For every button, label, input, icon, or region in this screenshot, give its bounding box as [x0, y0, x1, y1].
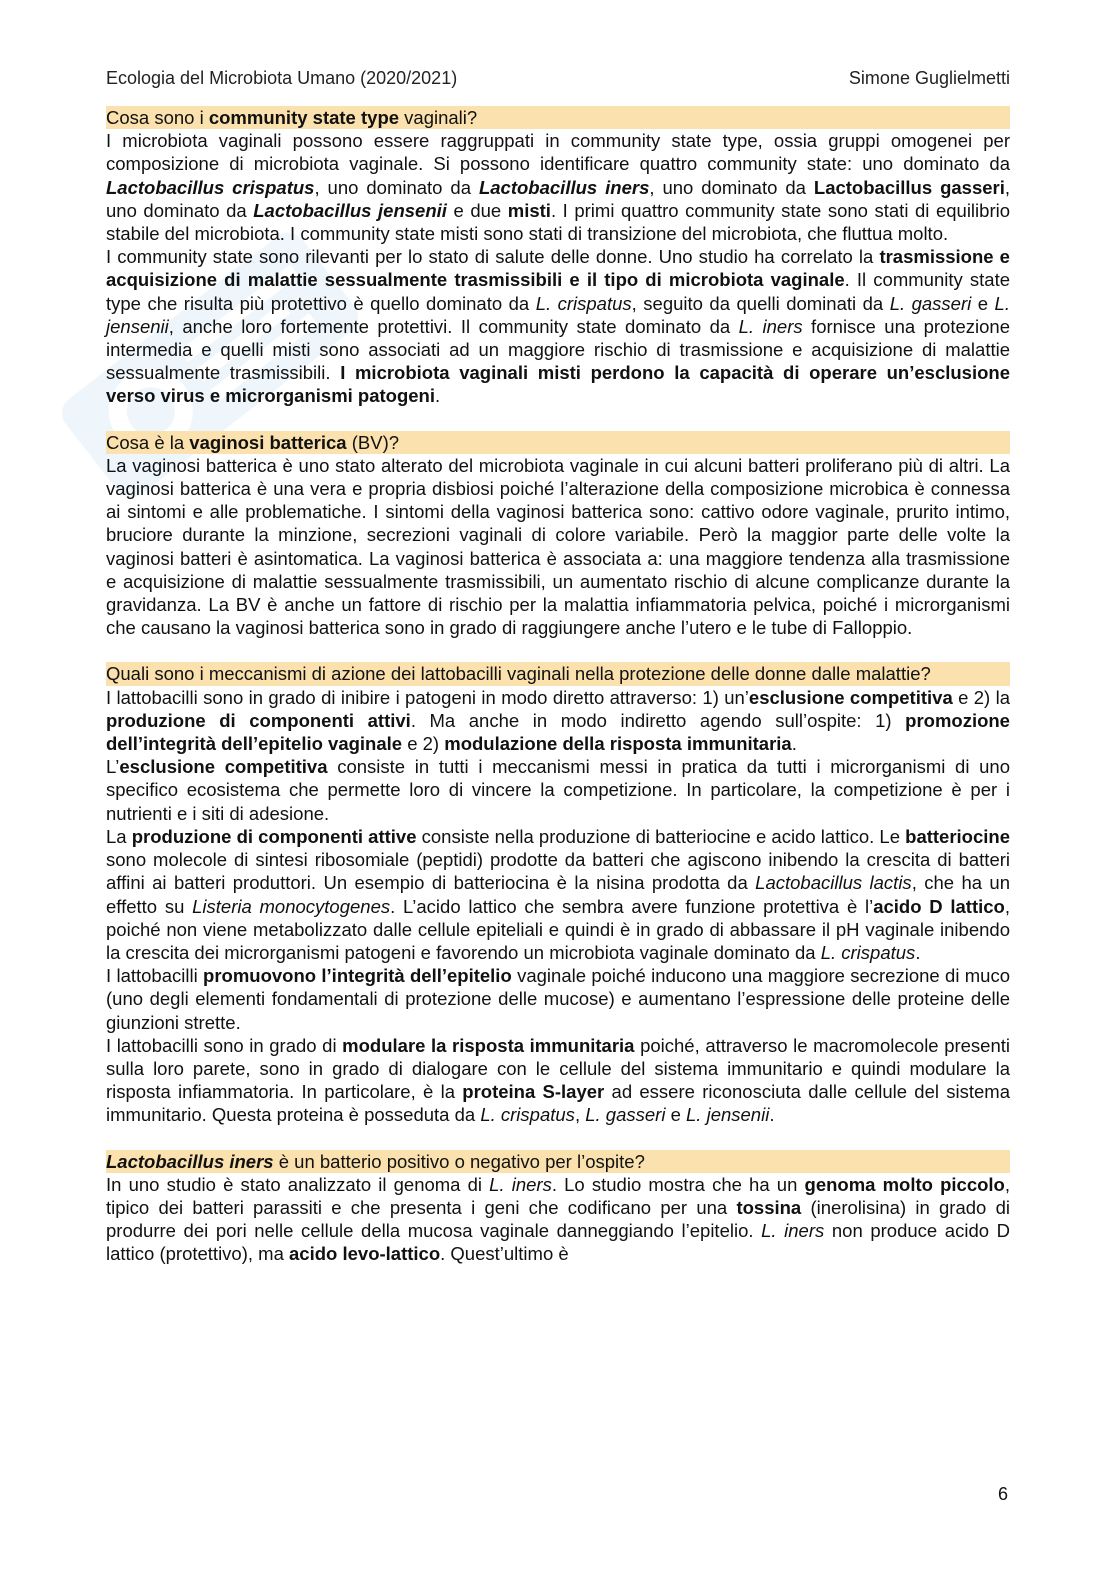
page-number: 6: [997, 1484, 1008, 1504]
bold-text: trasmissione e acquisizione di malattie sessualmente trasmissibili e il tipo di microbiota vaginale: [106, 246, 1010, 291]
bold-text: misti: [507, 199, 551, 221]
author-name: Simone Guglielmetti: [848, 68, 1010, 88]
text-run: I lattobacilli sono in grado di inibire i patogeni in modo diretto attraverso: 1) un’: [106, 686, 749, 708]
text-run: La: [106, 825, 132, 847]
bold-text: modulare la risposta immunitaria: [342, 1034, 635, 1056]
bold-text: community state type: [208, 107, 400, 128]
text-run: e: [971, 292, 995, 314]
text-run: (inerolisina) in grado di produrre dei pori nelle cellule della mucosa vaginale danneggiando l’epitelio.: [106, 1196, 1010, 1242]
text-run: poiché, attraverso le macromolecole presenti sulla loro parete, sono in grado di dialogare con le cellule del sistema immunitario e quindi modulare la risposta infiammatoria. In particolare, è la: [106, 1034, 1011, 1103]
text-run: I lattobacilli: [106, 965, 204, 987]
paragraph: [106, 686, 1010, 756]
text-run: vaginali?: [399, 107, 478, 128]
italic-text: L. crispatus: [535, 292, 632, 314]
bold-italic-text: Lactobacillus jensenii: [253, 199, 447, 221]
text-run: .: [435, 385, 441, 407]
text-run: . Quest’ultimo è: [440, 1243, 569, 1265]
section-meccanismi-lattobacilli: [106, 662, 1010, 1126]
section-question: [106, 662, 1010, 685]
bold-text: batteriocine: [905, 825, 1010, 847]
course-title: Ecologia del Microbiota Umano (2020/2021): [106, 68, 458, 88]
text-run: Quali sono i meccanismi di azione dei lattobacilli vaginali nella protezione delle donne dalle malattie?: [106, 663, 931, 685]
section-vaginosi-batterica: [106, 431, 1010, 640]
italic-text: Lactobacillus lactis: [755, 872, 912, 894]
italic-text: L. iners: [738, 315, 803, 337]
text-run: (BV)?: [346, 431, 400, 453]
bold-italic-text: Lactobacillus crispatus: [106, 176, 315, 198]
bold-text: modulazione della risposta immunitaria: [444, 733, 792, 755]
bold-italic-text: Lactobacillus iners: [106, 1150, 274, 1172]
text-run: e 2) la: [952, 686, 1010, 708]
text-run: , uno dominato da: [106, 176, 1011, 221]
text-run: , che ha un effetto su: [106, 872, 1011, 917]
text-run: , uno dominato da: [314, 176, 479, 198]
text-run: e 2): [402, 733, 445, 755]
section-question: [106, 1150, 1010, 1173]
section-lactobacillus-iners: [106, 1150, 1010, 1266]
text-run: consiste in tutti i meccanismi messi in pratica da tutti i microrganismi di uno specifico ecosistema che permette loro di vincere la competizione. In particolare, la competizione è per i nutrienti e i siti di adesione.: [106, 756, 1011, 824]
text-run: , anche loro fortemente protettivi. Il community state dominato da: [168, 315, 739, 337]
bold-text: Lactobacillus gasseri: [813, 176, 1005, 198]
bold-text: acido D lattico: [873, 895, 1005, 917]
text-run: . L’acido lattico che sembra avere funzione protettiva è l’: [390, 895, 874, 917]
text-run: . Lo studio mostra che ha un: [551, 1173, 805, 1195]
paragraph: [106, 454, 1010, 640]
page-header: [106, 68, 1010, 89]
text-run: . Ma anche in modo indiretto agendo sull’ospite: 1): [410, 709, 906, 731]
bold-text: promuovono l’integrità dell’epitelio: [203, 965, 512, 987]
text-run: , poiché non viene metabolizzato dalle cellule epiteliali e quindi è in grado di abbassare il pH vaginale inibendo la crescita dei microrganismi patogeni e favorendo un microbiota vaginale dominato da: [106, 895, 1010, 963]
paragraph: [106, 964, 1010, 1034]
paragraph: [106, 755, 1010, 825]
text-run: vaginale poiché inducono una maggiore secrezione di muco (uno degli elementi fondamentali di protezione delle mucose) e aumentano l’espressione delle proteine delle giunzioni strette.: [106, 965, 1010, 1033]
text-run: I community state sono rilevanti per lo stato di salute delle donne. Uno studio ha correlato la: [106, 246, 880, 268]
italic-text: L. gasseri: [585, 1104, 666, 1126]
paragraph: [106, 129, 1010, 245]
text-run: fornisce una protezione intermedia e quelli misti sono associati ad un maggiore rischio di trasmissione e acquisizione di malattie sessualmente trasmissibili.: [106, 315, 1010, 384]
bold-text: I microbiota vaginali misti perdono la capacità di operare un’esclusione verso virus e microrganismi patogeni: [106, 362, 1010, 407]
text-run: è un batterio positivo o negativo per l’ospite?: [273, 1150, 645, 1172]
italic-text: L. crispatus: [480, 1104, 575, 1126]
italic-text: L. jensenii: [106, 292, 1010, 337]
section-question: [106, 106, 1010, 129]
bold-text: esclusione competitiva: [748, 686, 953, 708]
text-run: non produce acido D lattico (protettivo), ma: [106, 1220, 1010, 1265]
bold-text: vaginosi batterica: [189, 431, 347, 453]
text-run: L’: [106, 756, 120, 778]
text-run: , seguito da quelli dominati da: [631, 292, 890, 314]
bold-text: proteina S-layer: [462, 1081, 605, 1103]
section-community-state-type: [106, 106, 1010, 408]
document-body: [106, 106, 1010, 1289]
text-run: .: [769, 1104, 775, 1126]
text-run: sono molecole di sintesi ribosomiale (peptidi) prodotte da batteri che agiscono inibendo la crescita di batteri affini ai batteri produttori. Un esempio di batteriocina è la nisina prodotta da: [106, 849, 1010, 894]
bold-text: acido levo-lattico: [289, 1243, 441, 1265]
bold-text: produzione di componenti attive: [131, 825, 417, 847]
text-run: Cosa sono i: [106, 107, 209, 128]
bold-text: genoma molto piccolo: [804, 1173, 1005, 1195]
paragraph: [106, 1034, 1010, 1127]
italic-text: Listeria monocytogenes: [192, 895, 391, 917]
bold-italic-text: Lactobacillus iners: [478, 176, 650, 198]
text-run: In uno studio è stato analizzato il genoma di: [106, 1173, 490, 1195]
text-run: .: [791, 733, 797, 755]
text-run: ,: [574, 1104, 586, 1126]
section-question: [106, 431, 1010, 454]
italic-text: L. jensenii: [686, 1104, 770, 1126]
text-run: , tipico dei batteri parassiti e che presenta i geni che codificano per una: [106, 1173, 1010, 1218]
italic-text: L. crispatus: [820, 941, 916, 963]
italic-text: L. iners: [489, 1173, 552, 1195]
bold-text: esclusione competitiva: [119, 756, 328, 778]
text-run: e: [665, 1104, 687, 1126]
text-run: , uno dominato da: [649, 176, 814, 198]
italic-text: L. gasseri: [889, 292, 972, 314]
italic-text: L. iners: [761, 1220, 825, 1242]
paragraph: [106, 1173, 1010, 1266]
paragraph: [106, 825, 1010, 964]
text-run: .: [915, 941, 921, 963]
text-run: consiste nella produzione di batteriocine e acido lattico. Le: [416, 825, 906, 847]
text-run: e due: [446, 199, 508, 221]
bold-text: produzione di componenti attivi: [106, 709, 411, 731]
bold-text: tossina: [736, 1196, 802, 1218]
bold-text: promozione dell’integrità dell’epitelio vaginale: [106, 709, 1010, 755]
text-run: . I primi quattro community state sono stati di equilibrio stabile del microbiota. I community state misti sono stati di transizione del microbiota, che fluttua molto.: [106, 199, 1010, 245]
text-run: . Il community state type che risulta più protettivo è quello dominato da: [106, 269, 1010, 314]
text-run: I lattobacilli sono in grado di: [106, 1034, 343, 1056]
text-run: Cosa è la: [106, 431, 190, 453]
text-run: La vaginosi batterica è uno stato alterato del microbiota vaginale in cui alcuni batteri proliferano più di altri. La vaginosi batterica è una vera e propria disbiosi poiché l’alterazione della composizione microbica è connessa ai sintomi e alle problematiche. I sintomi della vaginosi batterica sono: cattivo odore vaginale, prurito intimo, bruciore durante la minzione, secrezioni vaginali di colore variabile. Però la maggior parte delle volte la vaginosi batteri è asintomatica. La vaginosi batterica è associata a: una maggiore tendenza alla trasmissione e acquisizione di malattie sessualmente trasmissibili, un aumentato rischio di alcune complicanze durante la gravidanza. La BV è anche un fattore di rischio per la malattia infiammatoria pelvica, poiché i microrganismi che causano la vaginosi batterica sono in grado di raggiungere anche l’utero e le tube di Falloppio.: [106, 454, 1010, 639]
text-run: ad essere riconosciuta dalle cellule del sistema immunitario. Questa proteina è posseduta da: [106, 1081, 1010, 1126]
text-run: I microbiota vaginali possono essere raggruppati in community state type, ossia gruppi omogenei per composizione di microbiota vaginale. Si possono identificare quattro community state: uno dominato da: [106, 130, 1010, 175]
paragraph: [106, 245, 1010, 407]
